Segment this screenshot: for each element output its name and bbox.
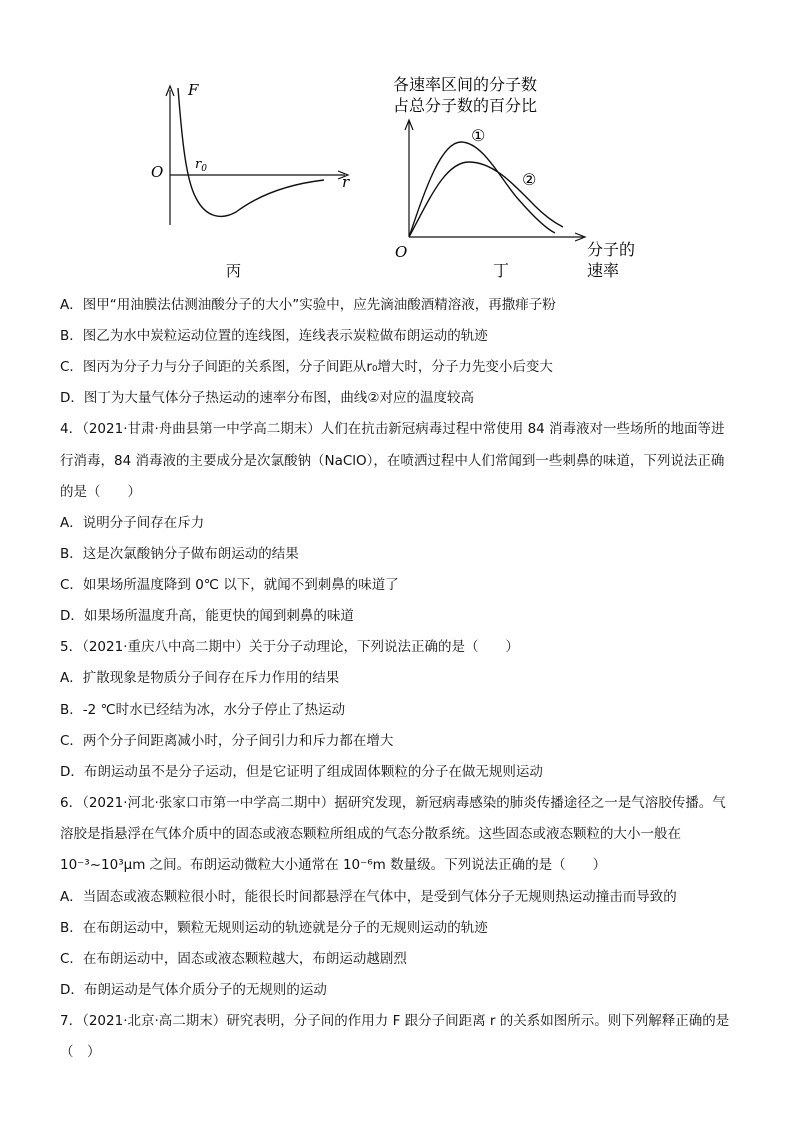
option-4b: B．这是次氯酸钠分子做布朗运动的结果 bbox=[60, 546, 299, 562]
bing-caption: 丙 bbox=[226, 262, 242, 280]
figure-bing bbox=[140, 80, 370, 280]
ding-title-line2: 占总分子数的百分比 bbox=[393, 96, 538, 115]
option-3b: B．图乙为水中炭粒运动位置的连线图，连线表示炭粒做布朗运动的轨迹 bbox=[60, 328, 488, 344]
ding-title-line1: 各速率区间的分子数 bbox=[393, 75, 538, 94]
ding-curve-1 bbox=[409, 142, 555, 237]
question-6-line3: 10⁻³~10³μm 之间。布朗运动微粒大小通常在 10⁻⁶m 数量级。下列说法正确的是（ ） bbox=[60, 857, 607, 873]
option-5b: B．-2 ℃时水已经结为冰，水分子停止了热运动 bbox=[60, 702, 346, 718]
question-4-line2: 行消毒，84 消毒液的主要成分是次氯酸钠（NaClO），在喷洒过程中人们常闻到一些刺鼻的味道，下列说法正确 bbox=[60, 453, 725, 469]
bing-r0-label: $r_0$ bbox=[195, 157, 207, 174]
bing-axis-y-label: F bbox=[188, 81, 199, 99]
option-3c: C．图丙为分子力与分子间距的关系图，分子间距从r₀增大时，分子力先变小后变大 bbox=[60, 359, 553, 375]
question-4-line1: 4．（2021·甘肃·舟曲县第一中学高二期末）人们在抗击新冠病毒过程中常使用 84 消毒液对一些场所的地面等进 bbox=[60, 421, 725, 437]
option-5d: D．布朗运动虽不是分子运动，但是它证明了组成固体颗粒的分子在做无规则运动 bbox=[60, 764, 543, 780]
ding-origin-label: O bbox=[395, 243, 408, 261]
question-7-line1: 7．（2021·北京·高二期末）研究表明，分子间的作用力 F 跟分子间距离 r 的关系如图所示。则下列解释正确的是 bbox=[60, 1013, 730, 1029]
ding-xlabel-line2: 速率 bbox=[587, 261, 620, 280]
option-3a: A．图甲“用油膜法估测油酸分子的大小”实验中，应先滴油酸酒精溶液，再撒痱子粉 bbox=[60, 297, 556, 313]
question-4-line3: 的是（ ） bbox=[60, 484, 141, 500]
option-4a: A．说明分子间存在斥力 bbox=[60, 515, 205, 531]
ding-curve1-label: ① bbox=[471, 126, 486, 145]
option-4d: D．如果场所温度升高，能更快的闻到刺鼻的味道 bbox=[60, 608, 354, 624]
figure-ding bbox=[385, 70, 655, 285]
bing-force-curve bbox=[178, 88, 324, 216]
question-7-line2: （ ） bbox=[60, 1044, 101, 1060]
option-6d: D．布朗运动是气体介质分子的无规则的运动 bbox=[60, 982, 327, 998]
option-3d: D．图丁为大量气体分子热运动的速率分布图，曲线②对应的温度较高 bbox=[60, 390, 474, 406]
bing-axis-x-label: r bbox=[342, 173, 350, 191]
option-5c: C．两个分子间距离减小时，分子间引力和斥力都在增大 bbox=[60, 733, 394, 749]
ding-axes bbox=[405, 120, 585, 241]
bing-axes bbox=[166, 86, 348, 225]
bing-origin-label: O bbox=[151, 163, 164, 181]
option-4c: C．如果场所温度降到 0℃ 以下，就闻不到刺鼻的味道了 bbox=[60, 577, 399, 593]
option-6a: A．当固态或液态颗粒很小时，能很长时间都悬浮在气体中，是受到气体分子无规则热运动撞击而导致的 bbox=[60, 889, 677, 905]
option-5a: A．扩散现象是物质分子间存在斥力作用的结果 bbox=[60, 670, 340, 686]
question-6-line2: 溶胶是指悬浮在气体介质中的固态或液态颗粒所组成的气态分散系统。这些固态或液态颗粒的大小一般在 bbox=[60, 826, 681, 842]
question-5: 5．（2021·重庆八中高二期中）关于分子动理论，下列说法正确的是（ ） bbox=[60, 639, 519, 655]
option-6b: B．在布朗运动中，颗粒无规则运动的轨迹就是分子的无规则运动的轨迹 bbox=[60, 920, 488, 936]
option-6c: C．在布朗运动中，固态或液态颗粒越大，布朗运动越剧烈 bbox=[60, 951, 407, 967]
ding-xlabel-line1: 分子的 bbox=[587, 240, 636, 259]
ding-curve2-label: ② bbox=[522, 170, 537, 189]
ding-caption: 丁 bbox=[493, 261, 510, 280]
question-6-line1: 6．（2021·河北·张家口市第一中学高二期中）据研究发现，新冠病毒感染的肺炎传播途径之一是气溶胶传播。气 bbox=[60, 795, 726, 811]
